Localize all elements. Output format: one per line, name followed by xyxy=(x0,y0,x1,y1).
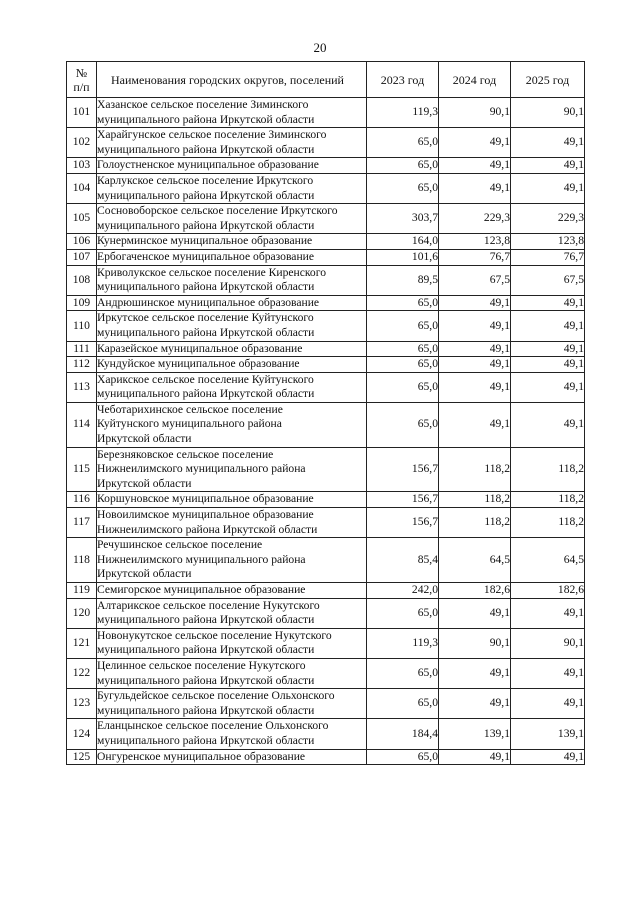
row-name: Хазанское сельское поселение Зиминского муниципального района Иркутской области xyxy=(97,98,367,128)
row-value-2024: 64,5 xyxy=(439,538,511,583)
row-value-2023: 65,0 xyxy=(367,689,439,719)
row-name: Иркутское сельское поселение Куйтунского муниципального района Иркутской области xyxy=(97,311,367,341)
table-row xyxy=(67,341,585,357)
row-value-2025: 229,3 xyxy=(511,204,585,234)
row-value-2024: 90,1 xyxy=(439,628,511,658)
table-row xyxy=(67,538,585,583)
row-value-2025: 49,1 xyxy=(511,658,585,688)
table-row xyxy=(67,372,585,402)
row-value-2023: 242,0 xyxy=(367,583,439,599)
table-row xyxy=(67,249,585,265)
row-number: 102 xyxy=(67,128,97,158)
row-value-2025: 64,5 xyxy=(511,538,585,583)
table-row xyxy=(67,402,585,447)
row-name: Коршуновское муниципальное образование xyxy=(97,492,367,508)
table-row xyxy=(67,508,585,538)
row-value-2025: 90,1 xyxy=(511,98,585,128)
table-body xyxy=(67,98,585,765)
header-2023: 2023 год xyxy=(367,62,439,98)
row-value-2024: 90,1 xyxy=(439,98,511,128)
row-value-2023: 65,0 xyxy=(367,372,439,402)
row-value-2023: 65,0 xyxy=(367,128,439,158)
row-value-2024: 229,3 xyxy=(439,204,511,234)
header-2025: 2025 год xyxy=(511,62,585,98)
table-row xyxy=(67,598,585,628)
row-value-2025: 118,2 xyxy=(511,508,585,538)
row-value-2023: 156,7 xyxy=(367,447,439,492)
table-row xyxy=(67,173,585,203)
row-value-2024: 49,1 xyxy=(439,357,511,373)
table-row xyxy=(67,749,585,765)
row-value-2024: 118,2 xyxy=(439,447,511,492)
budget-table xyxy=(66,61,585,765)
table-row xyxy=(67,128,585,158)
row-name: Кундуйское муниципальное образование xyxy=(97,357,367,373)
table-header xyxy=(67,62,585,98)
row-value-2024: 49,1 xyxy=(439,689,511,719)
row-number: 123 xyxy=(67,689,97,719)
row-value-2025: 49,1 xyxy=(511,295,585,311)
row-value-2025: 49,1 xyxy=(511,128,585,158)
row-name: Харикское сельское поселение Куйтунского муниципального района Иркутской области xyxy=(97,372,367,402)
row-number: 103 xyxy=(67,158,97,174)
row-value-2025: 49,1 xyxy=(511,173,585,203)
table-row xyxy=(67,98,585,128)
row-name: Новоилимское муниципальное образование Нижнеилимского района Иркутской области xyxy=(97,508,367,538)
row-value-2023: 119,3 xyxy=(367,98,439,128)
row-name: Алтарикское сельское поселение Нукутского муниципального района Иркутской области xyxy=(97,598,367,628)
row-value-2023: 65,0 xyxy=(367,402,439,447)
row-value-2024: 49,1 xyxy=(439,372,511,402)
row-value-2025: 49,1 xyxy=(511,158,585,174)
row-value-2023: 156,7 xyxy=(367,492,439,508)
row-name: Чеботарихинское сельское поселение Куйтунского муниципального района Иркутской области xyxy=(97,402,367,447)
header-2024: 2024 год xyxy=(439,62,511,98)
row-value-2023: 85,4 xyxy=(367,538,439,583)
row-name: Сосновоборское сельское поселение Иркутского муниципального района Иркутской области xyxy=(97,204,367,234)
table-row xyxy=(67,583,585,599)
row-value-2024: 49,1 xyxy=(439,128,511,158)
row-number: 110 xyxy=(67,311,97,341)
row-number: 109 xyxy=(67,295,97,311)
row-value-2023: 119,3 xyxy=(367,628,439,658)
row-value-2025: 67,5 xyxy=(511,265,585,295)
table-row xyxy=(67,265,585,295)
row-number: 117 xyxy=(67,508,97,538)
row-number: 108 xyxy=(67,265,97,295)
row-name: Каразейское муниципальное образование xyxy=(97,341,367,357)
row-value-2023: 101,6 xyxy=(367,249,439,265)
row-name: Кунерминское муниципальное образование xyxy=(97,234,367,250)
table-row xyxy=(67,447,585,492)
row-value-2023: 65,0 xyxy=(367,598,439,628)
row-value-2024: 49,1 xyxy=(439,598,511,628)
table-row xyxy=(67,492,585,508)
row-value-2025: 49,1 xyxy=(511,341,585,357)
row-value-2023: 164,0 xyxy=(367,234,439,250)
row-name: Андрюшинское муниципальное образование xyxy=(97,295,367,311)
row-value-2024: 49,1 xyxy=(439,402,511,447)
row-value-2025: 49,1 xyxy=(511,689,585,719)
row-value-2025: 182,6 xyxy=(511,583,585,599)
row-value-2023: 89,5 xyxy=(367,265,439,295)
table-row xyxy=(67,204,585,234)
row-number: 114 xyxy=(67,402,97,447)
row-number: 104 xyxy=(67,173,97,203)
row-value-2025: 139,1 xyxy=(511,719,585,749)
row-number: 121 xyxy=(67,628,97,658)
row-value-2025: 49,1 xyxy=(511,402,585,447)
row-value-2024: 49,1 xyxy=(439,749,511,765)
header-number: № п/п xyxy=(67,62,97,98)
row-name: Бугульдейское сельское поселение Ольхонского муниципального района Иркутской области xyxy=(97,689,367,719)
row-name: Голоустненское муниципальное образование xyxy=(97,158,367,174)
row-value-2023: 65,0 xyxy=(367,658,439,688)
row-value-2024: 67,5 xyxy=(439,265,511,295)
row-name: Целинное сельское поселение Нукутского муниципального района Иркутской области xyxy=(97,658,367,688)
row-value-2023: 65,0 xyxy=(367,749,439,765)
row-number: 116 xyxy=(67,492,97,508)
row-value-2024: 118,2 xyxy=(439,492,511,508)
row-number: 105 xyxy=(67,204,97,234)
row-number: 125 xyxy=(67,749,97,765)
row-name: Речушинское сельское поселение Нижнеилимского муниципального района Иркутской области xyxy=(97,538,367,583)
row-name: Криволукское сельское поселение Киренского муниципального района Иркутской области xyxy=(97,265,367,295)
row-number: 124 xyxy=(67,719,97,749)
row-value-2023: 65,0 xyxy=(367,311,439,341)
row-number: 107 xyxy=(67,249,97,265)
row-number: 118 xyxy=(67,538,97,583)
row-value-2024: 49,1 xyxy=(439,295,511,311)
row-value-2025: 49,1 xyxy=(511,749,585,765)
row-value-2024: 49,1 xyxy=(439,173,511,203)
table-row xyxy=(67,234,585,250)
row-value-2025: 123,8 xyxy=(511,234,585,250)
row-value-2025: 118,2 xyxy=(511,492,585,508)
row-value-2023: 65,0 xyxy=(367,295,439,311)
row-name: Семигорское муниципальное образование xyxy=(97,583,367,599)
row-value-2024: 49,1 xyxy=(439,341,511,357)
row-name: Онгуренское муниципальное образование xyxy=(97,749,367,765)
row-value-2024: 139,1 xyxy=(439,719,511,749)
row-value-2024: 123,8 xyxy=(439,234,511,250)
table-row xyxy=(67,311,585,341)
row-value-2023: 65,0 xyxy=(367,357,439,373)
row-number: 122 xyxy=(67,658,97,688)
row-value-2023: 156,7 xyxy=(367,508,439,538)
row-number: 120 xyxy=(67,598,97,628)
row-value-2025: 49,1 xyxy=(511,598,585,628)
row-number: 106 xyxy=(67,234,97,250)
row-value-2024: 49,1 xyxy=(439,311,511,341)
table-row xyxy=(67,719,585,749)
row-name: Харайгунское сельское поселение Зиминского муниципального района Иркутской области xyxy=(97,128,367,158)
row-value-2024: 76,7 xyxy=(439,249,511,265)
row-value-2023: 303,7 xyxy=(367,204,439,234)
row-name: Березняковское сельское поселение Нижнеилимского муниципального района Иркутской области xyxy=(97,447,367,492)
row-value-2025: 49,1 xyxy=(511,357,585,373)
row-value-2025: 49,1 xyxy=(511,372,585,402)
row-number: 115 xyxy=(67,447,97,492)
row-number: 101 xyxy=(67,98,97,128)
row-value-2025: 118,2 xyxy=(511,447,585,492)
row-value-2025: 90,1 xyxy=(511,628,585,658)
header-row xyxy=(67,62,585,98)
row-value-2024: 118,2 xyxy=(439,508,511,538)
row-number: 119 xyxy=(67,583,97,599)
row-value-2023: 65,0 xyxy=(367,158,439,174)
row-value-2024: 49,1 xyxy=(439,658,511,688)
row-number: 113 xyxy=(67,372,97,402)
row-value-2025: 49,1 xyxy=(511,311,585,341)
row-name: Новонукутское сельское поселение Нукутского муниципального района Иркутской области xyxy=(97,628,367,658)
row-name: Еланцынское сельское поселение Ольхонского муниципального района Иркутской области xyxy=(97,719,367,749)
row-value-2024: 49,1 xyxy=(439,158,511,174)
row-number: 112 xyxy=(67,357,97,373)
table-row xyxy=(67,357,585,373)
table-row xyxy=(67,158,585,174)
row-value-2025: 76,7 xyxy=(511,249,585,265)
row-value-2023: 184,4 xyxy=(367,719,439,749)
table-row xyxy=(67,658,585,688)
row-name: Карлукское сельское поселение Иркутского муниципального района Иркутской области xyxy=(97,173,367,203)
table-row xyxy=(67,628,585,658)
row-value-2024: 182,6 xyxy=(439,583,511,599)
row-value-2023: 65,0 xyxy=(367,341,439,357)
row-value-2023: 65,0 xyxy=(367,173,439,203)
row-name: Ербогаченское муниципальное образование xyxy=(97,249,367,265)
row-number: 111 xyxy=(67,341,97,357)
table-row xyxy=(67,689,585,719)
table-row xyxy=(67,295,585,311)
header-name: Наименования городских округов, поселений xyxy=(97,62,367,98)
page-number: 20 xyxy=(313,40,327,55)
